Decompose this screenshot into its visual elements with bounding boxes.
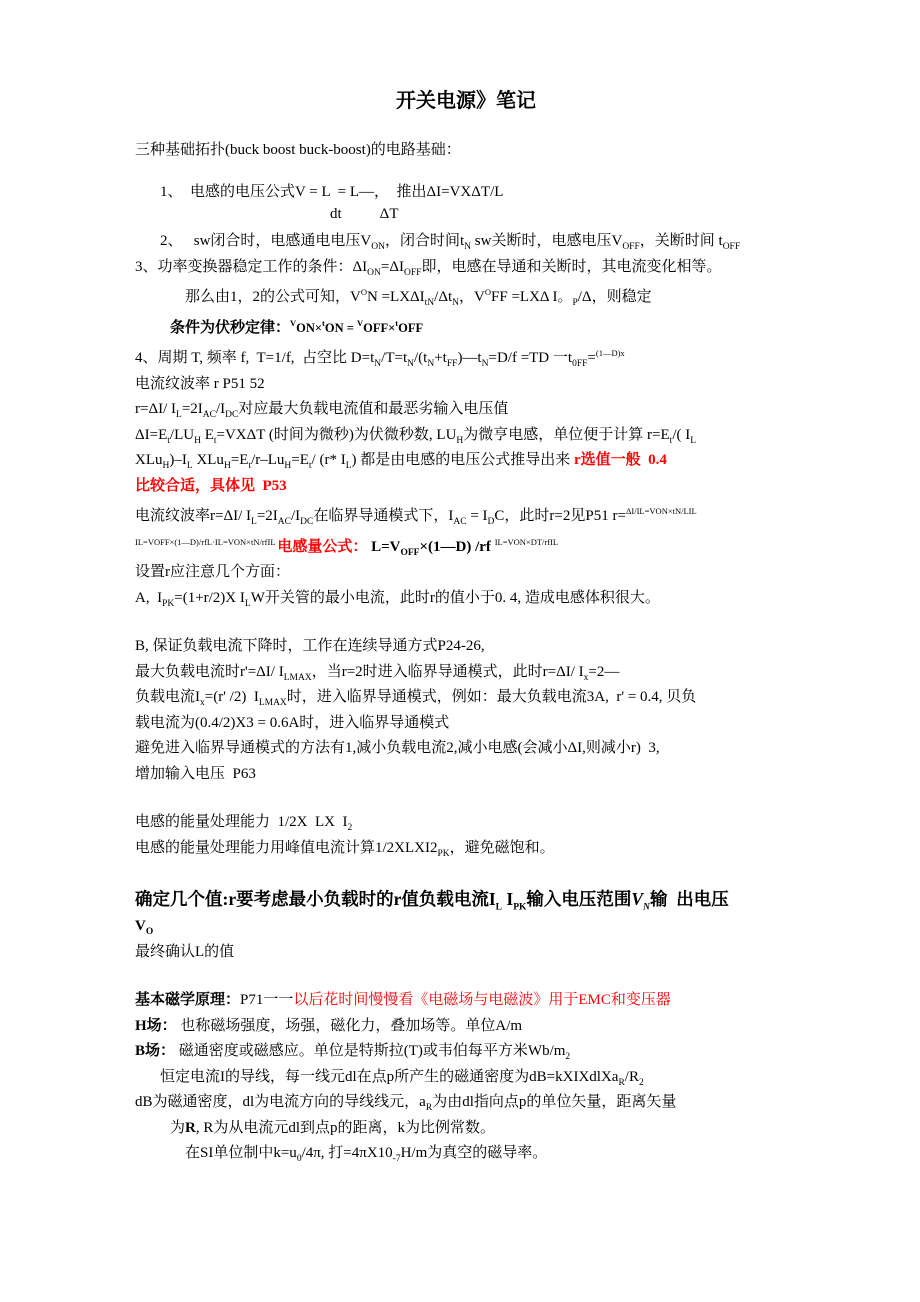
subscript: OFF: [722, 242, 741, 252]
text-run: 即，电感在导通和关断时，其电流变化相等。: [421, 258, 722, 275]
fraction-denominators: [135, 205, 797, 224]
text-run: /(t: [414, 350, 428, 366]
subscript: PK: [162, 598, 175, 609]
superscript-formula: IL=VON×DT/rfIL: [494, 536, 559, 547]
text-run: C，此时r=2见P51 r=: [494, 508, 626, 524]
subscript: N: [374, 359, 382, 369]
text-run: V: [631, 889, 644, 909]
superscript: t: [322, 317, 325, 328]
text-run: t: [718, 233, 723, 249]
item2-switch-states: [135, 229, 797, 255]
load-current-result-line: 载电流为(0.4/2)X3 = 0.6A时，进入临界导通模式: [135, 714, 450, 731]
text-run: ×: [388, 320, 396, 335]
highlight-r-selection: r选值一般 0.4: [574, 452, 667, 468]
subscript: t: [167, 435, 170, 446]
doc-title: 开关电源》笔记: [396, 90, 536, 112]
subscript: DC: [300, 517, 314, 527]
volt-second-law: [135, 311, 797, 342]
subscript: 2: [565, 1052, 571, 1062]
text-run: OFF: [398, 320, 424, 335]
text-run: ，关断时间: [639, 233, 719, 249]
vector-symbol: R: [185, 1119, 196, 1136]
subscript: L: [176, 410, 182, 420]
subscript: N: [481, 359, 489, 369]
text-run: dB为磁通密度，dl为电流方向的导线线元，a: [135, 1094, 426, 1110]
text-run: r=ΔI/ I: [135, 401, 177, 417]
text-run: /r–Lu: [251, 452, 285, 468]
text-run: 最大负载电流时r'=ΔI/ I: [135, 663, 284, 680]
text-run: /4π, 打=4πX10: [301, 1145, 393, 1161]
blank-line: [135, 611, 797, 634]
ripple-ratio-definition: [135, 397, 797, 423]
subscript: 2: [638, 1077, 644, 1088]
ripple-ratio-heading: 电流纹波率 r P51 52: [135, 375, 265, 392]
text-run: 在临界导通模式下，I: [313, 508, 454, 524]
text-run: =2I: [256, 508, 278, 524]
db-definition-line: [135, 1090, 797, 1116]
text-run: ) 都是由电感的电压公式推导出来: [351, 452, 575, 468]
text-run: / (r* I: [311, 452, 346, 468]
subscript: H: [162, 461, 170, 471]
subscript: AC: [277, 517, 291, 527]
confirm-inductance-line: 最终确认L的值: [135, 943, 235, 960]
section-label: 基本磁学原理：: [135, 992, 241, 1008]
superscript: t: [395, 317, 399, 328]
load-current-example-line: [135, 685, 797, 711]
subscript: x: [583, 672, 589, 683]
text-run: /Δ，则稳定: [577, 289, 652, 305]
text-run: ON: [296, 320, 315, 335]
subscript: N: [643, 902, 650, 913]
subscript: L: [345, 461, 352, 471]
subscript: L: [251, 517, 257, 527]
subscript: D: [487, 517, 495, 527]
determine-values-heading: [135, 884, 797, 914]
subscript: ON: [367, 267, 381, 278]
subscript: t: [213, 435, 217, 446]
text-run: =VXΔT (时间为微秒)为伏微秒数, LU: [216, 426, 457, 443]
superscript: V: [290, 317, 297, 328]
text-run: 那么由1，2的公式可知，V: [185, 289, 361, 305]
text-run: =: [587, 350, 596, 366]
text-run: 确定几个值:r要考虑最小负载时的r值负载电流I: [135, 889, 496, 909]
subscript: FF: [446, 359, 458, 369]
text-run: =D/f =TD 一t: [488, 350, 573, 366]
text-run: 恒定电流I的导线，每一线元dl在点p所产生的磁通密度为dB=kXIXdlXa: [160, 1068, 619, 1085]
text-run: ，避免磁饱和。: [449, 839, 555, 856]
set-r-note: 设置r应注意几个方面：: [135, 564, 290, 580]
subscript: R: [618, 1077, 625, 1088]
text-run: ×: [314, 320, 323, 335]
text-run: /LU: [169, 426, 195, 443]
text-run: =(r' /2) I: [204, 689, 259, 705]
text-run: /Δt: [434, 289, 453, 305]
text-run: H/m为真空的磁导率。: [400, 1145, 548, 1161]
critical-conduction-line: [135, 499, 797, 530]
text-run: )–I: [169, 452, 187, 468]
item4-period-duty-cycle: [135, 341, 797, 372]
text-run: = I: [466, 508, 488, 524]
derived-voltage-equations: [135, 280, 797, 311]
text-run: 输 出电压: [649, 889, 729, 909]
text-run: +t: [434, 350, 447, 366]
text-run: ×(1—D) /rf: [419, 538, 495, 555]
ripple-derivation-line: [135, 448, 797, 474]
text-run: ，闭合时间t: [385, 233, 465, 249]
biot-savart-line: [135, 1065, 797, 1091]
superscript: O: [360, 287, 367, 297]
text-run: =: [343, 320, 357, 335]
text-run: V: [135, 918, 146, 934]
subscript: OFF: [400, 547, 420, 558]
r-definition-line: [135, 1116, 797, 1142]
text-run: 电感的能量处理能力用峰值电流计算1/2XLXI2: [135, 839, 438, 856]
text-run: 2、 sw闭合时，电感通电电压V: [160, 233, 372, 249]
subscript: L: [690, 435, 697, 446]
text-run: 负载电流I: [135, 689, 200, 705]
subscript: N: [427, 359, 435, 369]
energy-capacity-line: [135, 810, 797, 836]
text-run: 电流纹波率r=ΔI/ I: [135, 508, 252, 524]
text-run: 4、周期 T, 频率 f, T=1/f, 占空比 D=t: [135, 350, 375, 366]
text-run: /I: [216, 401, 226, 417]
item1-voltage-formula: 1、 电感的电压公式V = L = L—， 推出ΔI=VXΔT/L: [160, 183, 504, 200]
subscript: AC: [202, 410, 216, 420]
highlight-reading-note: 以后花时间慢慢看《电磁场与电磁波》用于EMC和变压器: [293, 992, 671, 1008]
text-run: E: [200, 426, 214, 443]
subscript: N: [452, 298, 460, 308]
text-run: 为微亨电感，单位便于计算 r=E: [463, 426, 670, 443]
text-run: sw关断时，电感电压V: [471, 233, 623, 249]
subscript: LMAX: [258, 698, 287, 708]
text-run: /I: [291, 508, 301, 524]
denominator-delta-t: ΔT: [379, 206, 399, 222]
text-run: P71一一: [240, 992, 294, 1008]
subscript: LMAX: [283, 672, 312, 683]
subscript: ON: [371, 242, 385, 252]
superscript: (1—D)x: [595, 348, 625, 358]
text-run: =2I: [181, 401, 203, 417]
text-run: I: [502, 889, 514, 909]
subscript: 0FF: [572, 359, 588, 369]
text-run: A, I: [135, 589, 163, 606]
superscript-formula: ΔI/IL=VON×tN/LIL: [625, 506, 697, 516]
text-run: 也称磁场强度，场强，磁化力，叠加场等。单位A/m: [176, 1017, 523, 1034]
increase-input-voltage-line: 增加输入电压 P63: [135, 765, 256, 782]
blank-line: [135, 861, 797, 884]
subscript: PK: [513, 902, 527, 913]
subscript: O: [145, 927, 154, 937]
item3-stability-condition: [135, 255, 797, 281]
si-units-line: [135, 1141, 797, 1167]
denominator-dt: dt: [330, 206, 342, 222]
subscript: OFF: [622, 242, 640, 252]
blank-line: [135, 965, 797, 988]
subscript: L: [244, 598, 251, 609]
text-run: 电感的能量处理能力 1/2X LX I: [135, 814, 348, 830]
subscript: H: [223, 461, 231, 471]
subscript: t: [248, 461, 252, 471]
subscript: 2: [347, 823, 353, 833]
text-run: 输入电压范围: [526, 889, 632, 909]
text-run: /( I: [672, 426, 691, 443]
text-run: , R为从电流元dl到点p的距离，k为比例常数。: [195, 1119, 496, 1136]
subscript: H: [194, 435, 201, 446]
text-run: /R: [624, 1068, 639, 1085]
point-a-peak-current: [135, 586, 797, 612]
subscript: OFF: [404, 267, 422, 278]
subscript: L: [495, 902, 503, 913]
subscript: 0: [296, 1154, 302, 1164]
text-run: 磁通密度或磁感应。单位是特斯拉(T)或韦伯每平方米Wb/m: [175, 1043, 566, 1059]
inductance-formula-label: 电感量公式：: [277, 538, 368, 555]
text-run: ，当r=2时进入临界导通模式，此时r=ΔI/ I: [311, 663, 584, 680]
text-run: ΔI=E: [135, 426, 168, 443]
subscript: tN: [424, 298, 435, 308]
volt-microsecond-line: [135, 423, 797, 449]
subscript: -7: [392, 1154, 401, 1164]
superscript: V: [357, 317, 364, 328]
text-run: L=V: [367, 538, 401, 555]
max-load-current-line: [135, 660, 797, 686]
output-voltage-symbol: [135, 914, 797, 940]
h-field-line: [135, 1014, 797, 1040]
intro-line: 三种基础拓扑(buck boost buck-boost)的电路基础：: [135, 142, 461, 158]
text-run: N =LXΔI: [366, 289, 425, 305]
text-run: =E: [230, 452, 249, 468]
subscript: PK: [437, 848, 450, 859]
inductance-formula-line: [135, 530, 797, 561]
text-run: ，V: [459, 289, 485, 305]
text-run: )—t: [457, 350, 482, 366]
subscript: L: [186, 461, 193, 471]
text-run: XLu: [135, 452, 163, 468]
text-run: =2—: [588, 663, 620, 680]
subscript: DC: [225, 410, 239, 420]
term-label: B场：: [135, 1043, 176, 1059]
text-run: 对应最大负载电流值和最恶劣输入电压值: [238, 401, 509, 417]
text-run: /T=t: [381, 350, 408, 366]
subscript: N: [464, 242, 472, 252]
text-run: ON: [324, 320, 344, 335]
subscript: H: [284, 461, 292, 471]
point-b-continuous-mode: B, 保证负载电流下降时，工作在连续导通方式P24-26,: [135, 638, 485, 654]
superscript-formula: IL=VOFF×(1—D)/rfL·IL=VON×tN/rfIL: [135, 536, 278, 547]
subscript: AC: [453, 517, 467, 527]
text-run: 在SI单位制中k=u: [185, 1145, 297, 1161]
blank-line: [135, 787, 797, 810]
avoid-critical-mode-line: 避免进入临界导通模式的方法有1,减小负载电流2,减小电感(会减小ΔI,则减小r) 3,: [135, 740, 660, 756]
subscript: P: [572, 298, 578, 308]
subscript: t: [669, 435, 673, 446]
subscript: R: [425, 1103, 433, 1113]
energy-capacity-peak-line: [135, 836, 797, 862]
text-run: OFF: [363, 320, 389, 335]
text-run: =ΔI: [380, 258, 404, 275]
subscript: x: [200, 698, 205, 708]
text-run: 条件为伏秒定律：: [170, 319, 291, 336]
text-run: FF =LXΔ I。: [491, 289, 573, 305]
text-run: XLu: [192, 452, 224, 468]
subscript: H: [456, 435, 464, 446]
subscript: t: [308, 461, 312, 471]
superscript: O: [484, 287, 492, 297]
text-run: 3、功率变换器稳定工作的条件：ΔI: [135, 258, 368, 275]
subscript: N: [407, 359, 414, 369]
text-run: =E: [291, 452, 309, 468]
text-run: 为由dl指向点p的单位矢量，距离矢量: [432, 1094, 677, 1110]
ripple-recommendation: 比较合适，具体见 P53: [135, 477, 287, 494]
b-field-line: [135, 1039, 797, 1065]
text-run: 为: [170, 1119, 186, 1136]
term-label: H场：: [135, 1017, 177, 1034]
magnetics-principle-heading: [135, 988, 797, 1014]
text-run: 时，进入临界导通模式，例如：最大负载电流3A, r' = 0.4, 贝负: [286, 689, 697, 705]
text-run: W开关管的最小电流，此时r的值小于0. 4, 造成电感体积很大。: [250, 589, 660, 606]
text-run: =(1+r/2)X I: [174, 589, 245, 606]
